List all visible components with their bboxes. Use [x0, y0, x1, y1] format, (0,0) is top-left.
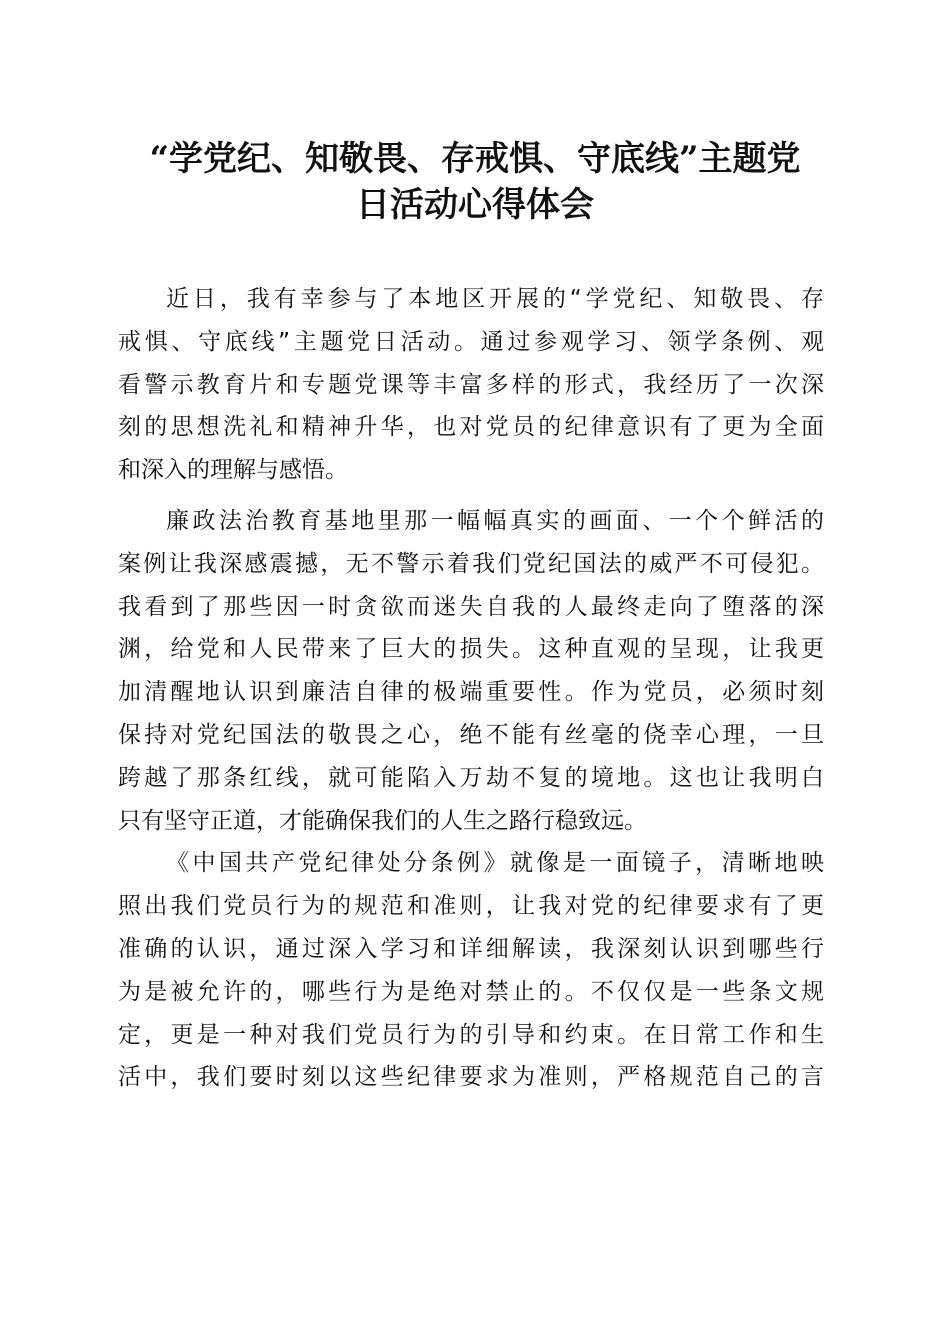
- document-body: [118, 278, 824, 1099]
- document-title: [118, 136, 832, 228]
- text-line: 和深入的理解与感悟。: [118, 457, 348, 484]
- text-line: 准确的认识，通过深入学习和详细解读，我深刻认识到哪些行: [118, 935, 824, 962]
- text-line: 廉政法治教育基地里那一幅幅真实的画面、一个个鲜活的: [166, 507, 824, 534]
- title-line-1: “学党纪、知敬畏、存戒惧、守底线”主题党: [149, 139, 801, 179]
- text-line: 《中国共产党纪律处分条例》就像是一面镜子，清晰地映: [166, 850, 824, 877]
- text-line: 看警示教育片和专题党课等丰富多样的形式，我经历了一次深: [118, 371, 824, 398]
- text-line: 照出我们党员行为的规范和准则，让我对党的纪律要求有了更: [118, 893, 824, 920]
- text-line: 近日，我有幸参与了本地区开展的“学党纪、知敬畏、存: [166, 286, 824, 312]
- paragraph-2: [118, 500, 824, 842]
- title-line-2: 日活动心得体会: [356, 185, 594, 225]
- text-line: 刻的思想洗礼和精神升华，也对党员的纪律意识有了更为全面: [118, 414, 824, 441]
- text-line: 戒惧、守底线”主题党日活动。通过参观学习、领学条例、观: [118, 328, 824, 355]
- text-line: 渊，给党和人民带来了巨大的损失。这种直观的呈现，让我更: [118, 636, 824, 663]
- text-line: 跨越了那条红线，就可能陷入万劫不复的境地。这也让我明白: [118, 764, 824, 791]
- paragraph-1: [118, 278, 824, 492]
- text-line: 加清醒地认识到廉洁自律的极端重要性。作为党员，必须时刻: [118, 679, 824, 706]
- text-line: 活中，我们要时刻以这些纪律要求为准则，严格规范自己的言: [118, 1064, 824, 1091]
- text-line: 案例让我深感震撼，无不警示着我们党纪国法的威严不可侵犯。: [118, 550, 824, 577]
- text-line: 定，更是一种对我们党员行为的引导和约束。在日常工作和生: [118, 1021, 824, 1048]
- paragraph-3: [118, 842, 824, 1099]
- text-line: 我看到了那些因一时贪欲而迷失自我的人最终走向了堕落的深: [118, 593, 824, 620]
- text-line: 为是被允许的，哪些行为是绝对禁止的。不仅仅是一些条文规: [118, 978, 824, 1005]
- text-line: 只有坚守正道，才能确保我们的人生之路行稳致远。: [118, 807, 647, 834]
- text-line: 保持对党纪国法的敬畏之心，绝不能有丝毫的侥幸心理，一旦: [118, 721, 824, 748]
